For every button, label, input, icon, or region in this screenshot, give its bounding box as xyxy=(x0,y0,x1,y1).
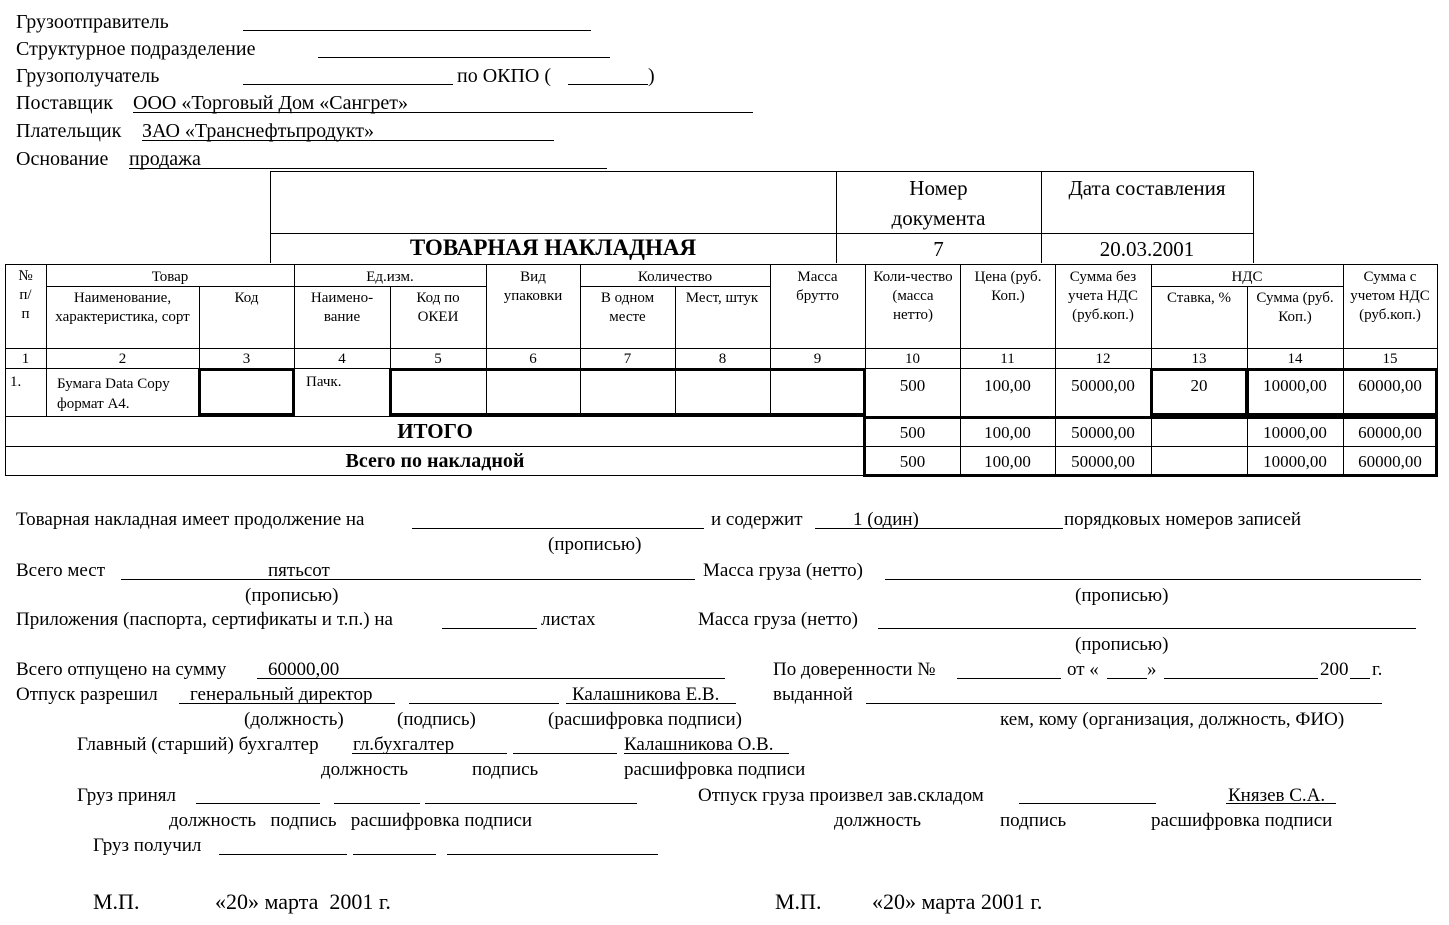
itogo-total: 60000,00 xyxy=(1358,423,1422,442)
cargo-accepted-label: Груз принял xyxy=(77,785,177,806)
colnum-13: 13 xyxy=(1191,351,1207,367)
vsego-vat-sum: 10000,00 xyxy=(1263,452,1327,471)
net-mass-label-1: Масса груза (нетто) xyxy=(703,560,863,581)
colnum-15: 15 xyxy=(1382,351,1398,367)
row-vat-rate: 20 xyxy=(1190,376,1208,395)
document-title: ТОВАРНАЯ НАКЛАДНАЯ xyxy=(409,235,697,260)
colnum-11: 11 xyxy=(1000,351,1015,367)
doc-number-label-2: документа xyxy=(891,206,986,230)
colnum-3: 3 xyxy=(242,351,251,367)
col-unit-header: Ед.изм. xyxy=(366,269,414,285)
consignee-label: Грузополучатель xyxy=(16,65,160,87)
itogo-vat-sum: 10000,00 xyxy=(1263,423,1327,442)
okpo-label: по ОКПО ( xyxy=(457,65,552,87)
chief-accountant-position: гл.бухгалтер xyxy=(353,734,455,755)
basis-value: продажа xyxy=(129,148,201,170)
itogo-sum: 50000,00 xyxy=(1071,423,1135,442)
colnum-14: 14 xyxy=(1287,351,1303,367)
caption2-signature: подпись xyxy=(472,759,539,780)
proxy-from: от « xyxy=(1067,659,1099,680)
row-total: 60000,00 xyxy=(1358,376,1422,395)
caption3-left: должность подпись расшифровка подписи xyxy=(169,810,533,831)
doc-date-label: Дата составления xyxy=(1068,176,1226,200)
division-label: Структурное подразделение xyxy=(16,38,256,60)
col-vat-rate-header: Ставка, % xyxy=(1167,290,1231,306)
colnum-2: 2 xyxy=(118,351,127,367)
date-left: «20» марта 2001 г. xyxy=(215,889,391,914)
vsego-sum: 50000,00 xyxy=(1071,452,1135,471)
caption2-position: должность xyxy=(321,759,409,780)
col-pack-header: Вид упаковки xyxy=(503,269,563,304)
vsego-total: 60000,00 xyxy=(1358,452,1422,471)
vsego-label: Всего по накладной xyxy=(345,450,525,472)
contains-label: и содержит xyxy=(711,509,803,530)
proxy-quote: » xyxy=(1147,659,1157,680)
colnum-10: 10 xyxy=(905,351,920,367)
colnum-4: 4 xyxy=(338,351,346,367)
proxy-g: г. xyxy=(1372,659,1383,680)
continuation-label: Товарная накладная имеет продолжение на xyxy=(16,509,365,530)
caption-position: (должность) xyxy=(244,709,344,730)
in-words-caption-4: (прописью) xyxy=(1075,634,1169,655)
stamp-place-right: М.П. xyxy=(775,889,822,914)
caption3-position: должность xyxy=(834,810,922,831)
col-qty-places-header: Мест, штук xyxy=(685,290,759,306)
vsego-qty: 500 xyxy=(899,452,926,471)
chief-accountant-label: Главный (старший) бухгалтер xyxy=(77,734,319,755)
in-words-caption-3: (прописью) xyxy=(1075,585,1169,606)
vsego-price: 100,00 xyxy=(984,452,1031,471)
shipper-label: Грузоотправитель xyxy=(16,11,169,33)
colnum-8: 8 xyxy=(718,351,727,367)
attachments-label: Приложения (паспорта, сертификаты и т.п.) на xyxy=(16,609,393,630)
col-sum-vat-header: Сумма с учетом НДС (руб.коп.) xyxy=(1350,269,1430,323)
row-num: 1. xyxy=(10,374,22,390)
itogo-label: ИТОГО xyxy=(397,419,473,443)
row-qty: 500 xyxy=(899,376,926,395)
col-net-header: Коли-чество (масса нетто) xyxy=(873,269,953,323)
colnum-9: 9 xyxy=(813,351,822,367)
places-value: пятьсот xyxy=(268,560,330,581)
stamp-place-left: М.П. xyxy=(93,889,140,914)
payer-label: Плательщик xyxy=(16,120,122,142)
colnum-1: 1 xyxy=(21,351,30,367)
supplier-value: ООО «Торговый Дом «Сангрет» xyxy=(133,92,408,114)
colnum-7: 7 xyxy=(623,351,632,367)
issued-label: выданной xyxy=(773,684,853,705)
cargo-received-label: Груз получил xyxy=(93,835,202,856)
in-words-caption-2: (прописью) xyxy=(245,585,339,606)
row-price: 100,00 xyxy=(984,376,1031,395)
okpo-field-line xyxy=(568,84,648,85)
caption-issued: кем, кому (организация, должность, ФИО) xyxy=(1000,709,1345,730)
colnum-5: 5 xyxy=(434,351,442,367)
supplier-label: Поставщик xyxy=(16,92,113,114)
places-label: Всего мест xyxy=(16,560,106,581)
division-field-line xyxy=(318,57,610,58)
col-goods-header: Товар xyxy=(151,269,189,285)
col-qty-header: Количество xyxy=(637,269,713,285)
release-position: генеральный директор xyxy=(190,684,373,705)
doc-number-value: 7 xyxy=(933,237,944,261)
basis-label: Основание xyxy=(16,148,109,170)
col-unit-okei-header: Код по ОКЕИ xyxy=(416,290,460,325)
col-qty-one-header: В одном месте xyxy=(600,290,655,325)
shipper-field-line xyxy=(243,30,591,31)
released-sum-value: 60000,00 xyxy=(268,659,340,680)
payer-field-line xyxy=(142,140,554,141)
doc-date-value: 20.03.2001 xyxy=(1099,237,1195,261)
colnum-12: 12 xyxy=(1095,351,1111,367)
empty-fields-box xyxy=(389,368,866,416)
col-goods-name-header: Наименование, характеристика, сорт xyxy=(55,290,190,325)
records-label: порядковых номеров записей xyxy=(1064,509,1302,530)
proxy-year: 200 xyxy=(1320,659,1349,680)
row-vat-sum: 10000,00 xyxy=(1263,376,1327,395)
col-gross-header: Масса брутто xyxy=(796,269,839,304)
col-vat-sum-header: Сумма (руб. Коп.) xyxy=(1256,290,1334,325)
okpo-close: ) xyxy=(648,65,655,87)
caption3-decoding: расшифровка подписи xyxy=(1151,810,1333,831)
code-box xyxy=(198,368,295,416)
caption3-signature: подпись xyxy=(1000,810,1067,831)
supplier-field-line xyxy=(133,112,753,113)
caption-signature: (подпись) xyxy=(397,709,476,730)
colnum-6: 6 xyxy=(529,351,537,367)
basis-field-line xyxy=(129,168,607,169)
release-permitted-label: Отпуск разрешил xyxy=(16,684,158,705)
sheets-label: листах xyxy=(541,609,596,630)
row-sum: 50000,00 xyxy=(1071,376,1135,395)
doc-number-label-1: Номер xyxy=(909,176,968,200)
row-unit-name: Пачк. xyxy=(306,374,342,390)
col-num-header: № п/ п xyxy=(18,268,33,322)
released-sum-label: Всего отпущено на сумму xyxy=(16,659,227,680)
col-sum-novat-header: Сумма без учета НДС (руб.коп.) xyxy=(1068,269,1138,323)
payer-value: ЗАО «Транснефтьпродукт» xyxy=(142,120,374,142)
caption-decoding: (расшифровка подписи) xyxy=(548,709,742,730)
contains-value: 1 (один) xyxy=(853,509,919,530)
itogo-price: 100,00 xyxy=(984,423,1031,442)
col-price-header: Цена (руб. Коп.) xyxy=(974,269,1042,304)
storekeeper-name: Князев С.А. xyxy=(1228,785,1326,806)
col-goods-code-header: Код xyxy=(234,290,259,306)
net-mass-label-2: Масса груза (нетто) xyxy=(698,609,858,630)
release-name: Калашникова Е.В. xyxy=(572,684,720,705)
itogo-qty: 500 xyxy=(899,423,926,442)
chief-accountant-name: Калашникова О.В. xyxy=(624,734,774,755)
row-goods-name: Бумага Data Copy формат А4. xyxy=(57,376,170,412)
release-made-label: Отпуск груза произвел зав.складом xyxy=(698,785,984,806)
caption2-decoding: расшифровка подписи xyxy=(624,759,806,780)
consignee-field-line xyxy=(243,84,453,85)
date-right: «20» марта 2001 г. xyxy=(872,889,1043,914)
col-vat-header: НДС xyxy=(1231,269,1263,285)
col-unit-name-header: Наимено-вание xyxy=(310,290,374,325)
in-words-caption-1: (прописью) xyxy=(548,534,642,555)
proxy-label: По доверенности № xyxy=(773,659,936,680)
